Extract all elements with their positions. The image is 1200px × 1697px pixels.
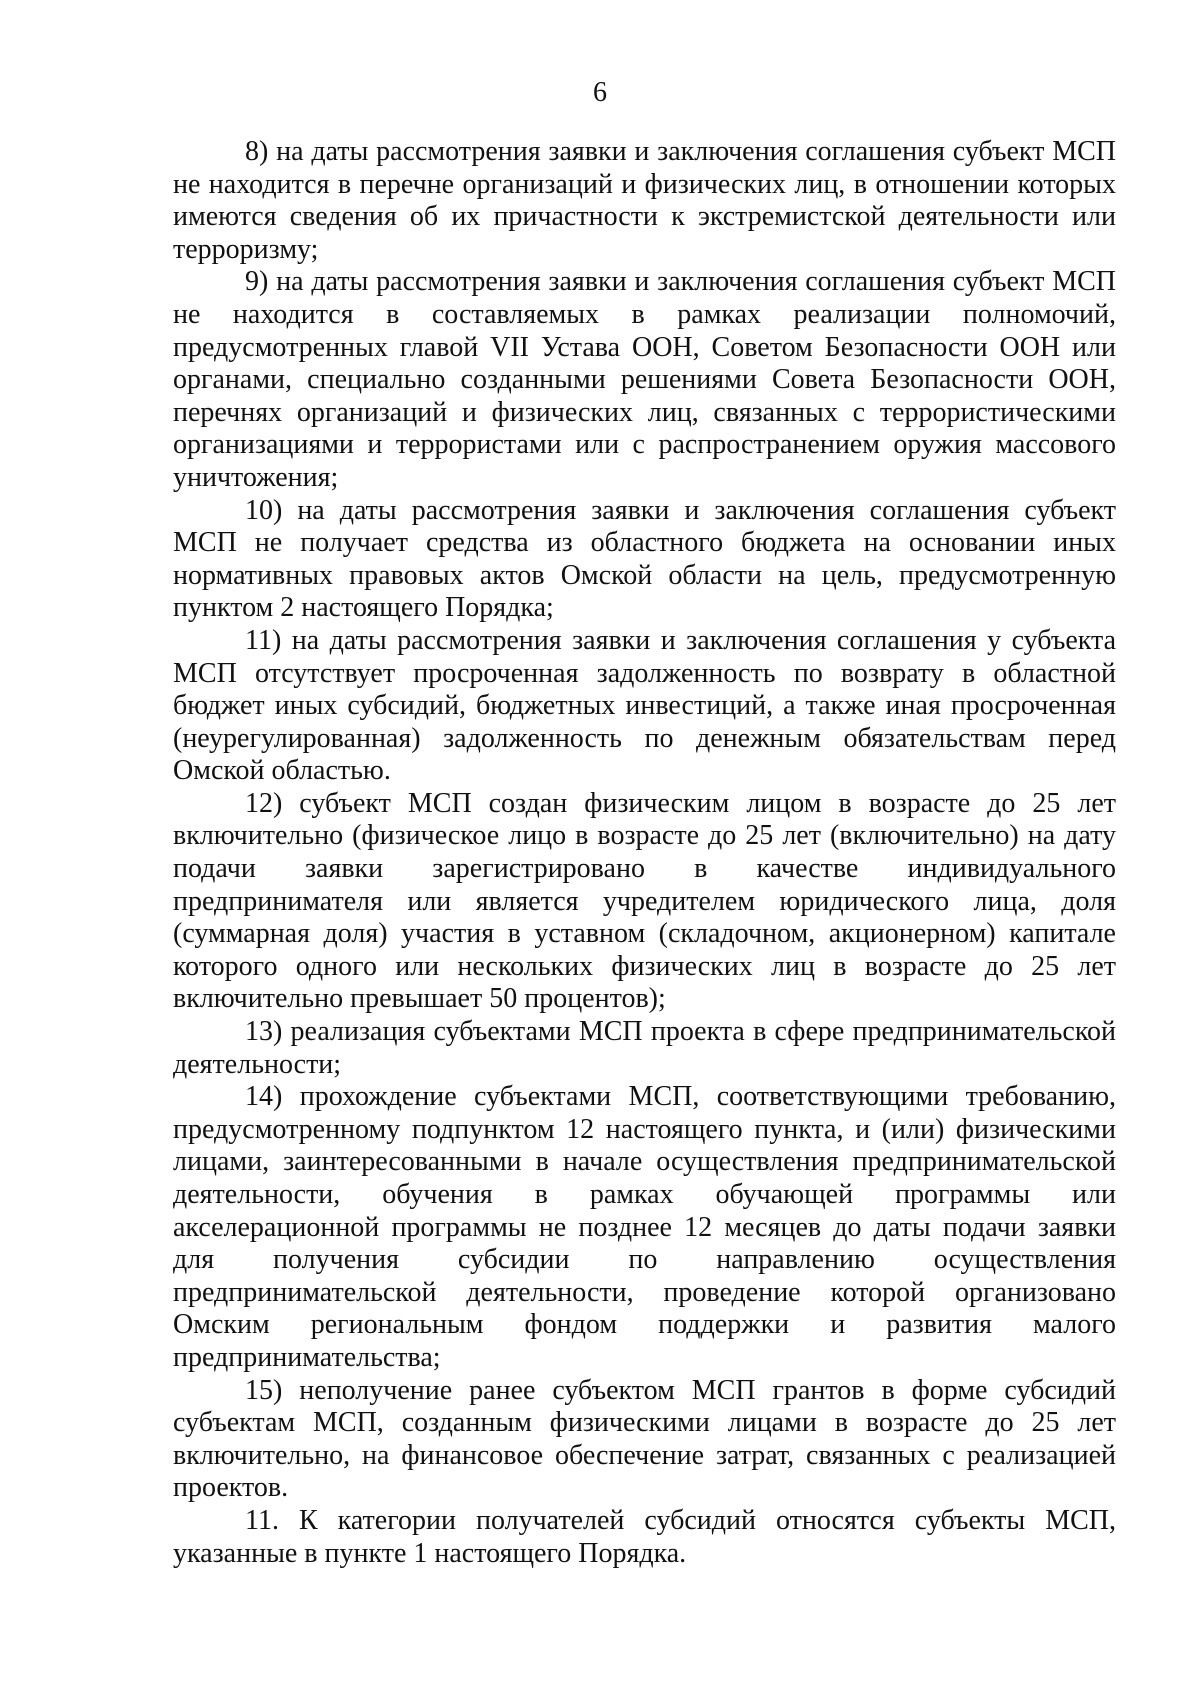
paragraph-item-15: 15) неполучение ранее субъектом МСП грантов в форме субсидий субъектам МСП, созданным физическими лицами в возрасте до 25 лет включительно, на финансовое обеспечение затрат, связанных с реализацией проектов. (173, 1374, 1116, 1504)
clause-11: 11. К категории получателей субсидий относятся субъекты МСП, указанные в пункте 1 настоящего Порядка. (173, 1504, 1116, 1569)
paragraph-item-14: 14) прохождение субъектами МСП, соответствующими требованию, предусмотренному подпунктом 12 настоящего пункта, и (или) физическими лицами, заинтересованными в начале осуществления предпринимательской деятельности, обучения в рамках обучающей программы или акселерационной программы не позднее 12 месяцев до даты подачи заявки для получения субсидии по направлению осуществления предпринимательской деятельности, проведение которой организовано Омским региональным фондом поддержки и развития малого предпринимательства; (173, 1081, 1116, 1373)
paragraph-item-9: 9) на даты рассмотрения заявки и заключения соглашения субъект МСП не находится в составляемых в рамках реализации полномочий, предусмотренных главой VII Устава ООН, Советом Безопасности ООН или органами, специально созданными решениями Совета Безопасности ООН, перечнях организаций и физических лиц, связанных с террористическими организациями и террористами или с распространением оружия массового уничтожения; (173, 266, 1116, 493)
paragraph-item-10: 10) на даты рассмотрения заявки и заключения соглашения субъект МСП не получает средства из областного бюджета на основании иных нормативных правовых актов Омской области на цель, предусмотренную пунктом 2 настоящего Порядка; (173, 494, 1116, 624)
paragraph-item-13: 13) реализация субъектами МСП проекта в сфере предпринимательской деятельности; (173, 1016, 1116, 1080)
document-body (173, 136, 1116, 1570)
paragraph-item-8: 8) на даты рассмотрения заявки и заключения соглашения субъект МСП не находится в перечне организаций и физических лиц, в отношении которых имеются сведения об их причастности к экстремистской деятельности или терроризму; (173, 136, 1116, 265)
page-number: 6 (593, 77, 607, 108)
paragraph-item-11: 11) на даты рассмотрения заявки и заключения соглашения у субъекта МСП отсутствует просроченная задолженность по возврату в областной бюджет иных субсидий, бюджетных инвестиций, а также иная просроченная (неурегулированная) задолженность по денежным обязательствам перед Омской областью. (173, 624, 1116, 787)
paragraph-item-12: 12) субъект МСП создан физическим лицом в возрасте до 25 лет включительно (физическое лицо в возрасте до 25 лет (включительно) на дату подачи заявки зарегистрировано в качестве индивидуального предпринимателя или является учредителем юридического лица, доля (суммарная доля) участия в уставном (складочном, акционерном) капитале которого одного или нескольких физических лиц в возрасте до 25 лет включительно превышает 50 процентов); (173, 787, 1116, 1015)
